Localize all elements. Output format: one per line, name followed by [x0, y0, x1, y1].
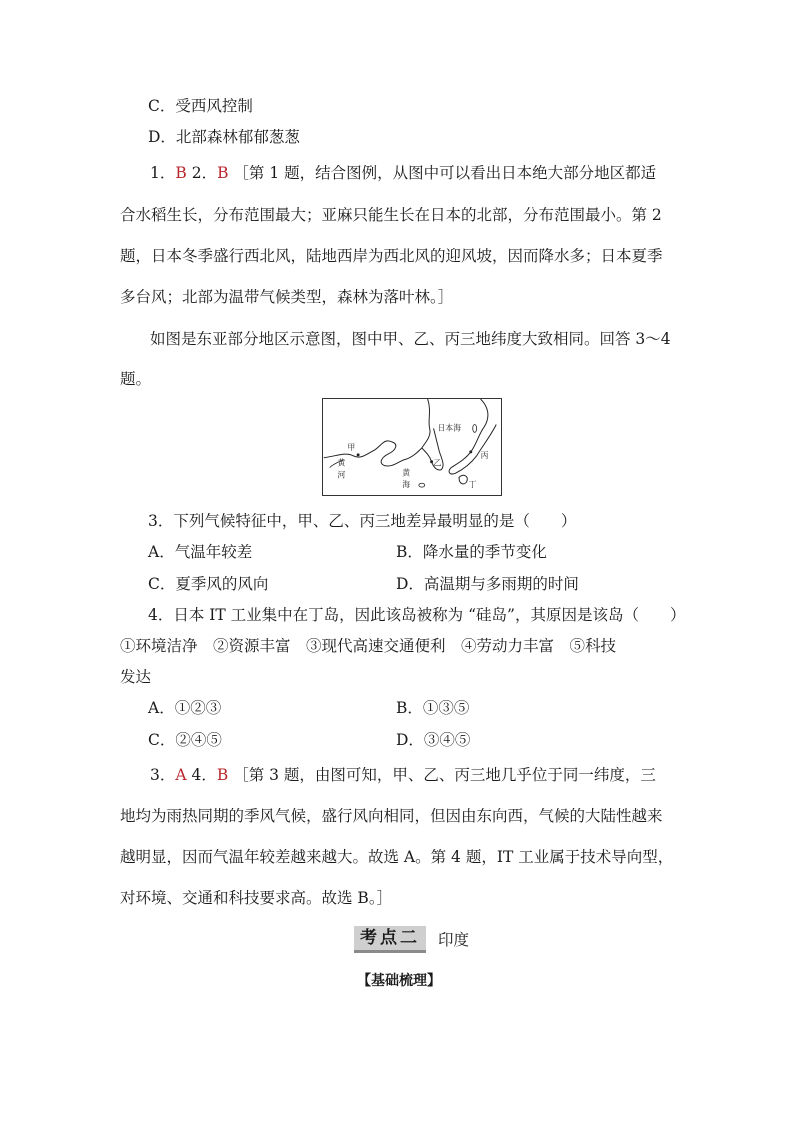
question-3-option-c: C．夏季风的风向	[148, 575, 269, 593]
question-4-items: ①环境洁净 ②资源丰富 ③现代高速交通便利 ④劳动力丰富 ⑤科技	[120, 637, 617, 655]
section-badge: 考点二	[354, 926, 426, 953]
label-huang-hai-1: 黄	[402, 468, 411, 478]
subhead-basics: 【基础梳理】	[357, 973, 441, 989]
intro-line-2: 题。	[120, 370, 152, 388]
question-4-option-a: A．①②③	[148, 699, 222, 717]
label-sea-of-japan: 日本海	[437, 423, 461, 433]
label-huang-hai-2: 海	[402, 480, 411, 490]
question-4-stem: 4．日本 IT 工业集中在丁岛，因此该岛被称为 “硅岛”，其原因是该岛（ ）	[148, 606, 686, 624]
section-heading	[354, 926, 469, 952]
option-d: D．北部森林郁郁葱葱	[148, 128, 300, 146]
label-yi: 乙	[433, 458, 442, 468]
intro-line-1: 如图是东亚部分地区示意图，图中甲、乙、丙三地纬度大致相同。回答 3～4	[150, 330, 671, 348]
question-4-option-d: D．③④⑤	[396, 731, 471, 749]
label-jia: 甲	[347, 442, 356, 452]
question-3-option-b: B．降水量的季节变化	[396, 543, 547, 561]
answer-1-2-line-3: 题，日本冬季盛行西北风，陆地西岸为西北风的迎风坡，因而降水多；日本夏季	[120, 247, 663, 265]
answer-3-4-line-2: 地均为雨热同期的季风气候，盛行风向相同，但因由东向西，气候的大陆性越来	[120, 807, 663, 825]
answer-3-4-line-4: 对环境、交通和科技要求高。故选 B。］	[120, 889, 393, 907]
answer-3-4-line-3: 越明显，因而气温年较差越来越大。故选 A。第 4 题，IT 工业属于技术导向型，	[120, 848, 674, 866]
label-huang-he-1: 黄	[337, 458, 346, 468]
option-c: C．受西风控制	[148, 97, 253, 115]
answer-2-key: B	[217, 164, 229, 182]
answer-1-2-line-1: 1．B 2．B ［第 1 题，结合图例，从图中可以看出日本绝大部分地区都适	[150, 164, 657, 182]
map-figure	[323, 399, 501, 495]
section-name: 印度	[438, 931, 470, 949]
question-4-option-c: C．②④⑤	[148, 731, 222, 749]
question-3-option-a: A．气温年较差	[148, 543, 253, 561]
question-3-stem: 3．下列气候特征中，甲、乙、丙三地差异最明显的是（ ）	[148, 512, 577, 530]
answer-1-2-line-2: 合水稻生长，分布范围最大；亚麻只能生长在日本的北部，分布范围最小。第 2	[120, 206, 662, 224]
question-3-option-d: D．高温期与多雨期的时间	[396, 575, 579, 593]
answer-4-key: B	[216, 766, 229, 784]
question-4-option-b: B．①③⑤	[396, 699, 470, 717]
answer-1-2-line-4: 多台风；北部为温带气候类型，森林为落叶林。］	[120, 288, 454, 306]
label-ding: 丁	[468, 480, 477, 490]
answer-1-key: B	[175, 164, 187, 182]
label-huang-he-2: 河	[337, 470, 346, 480]
answer-3-4-line-1: 3．A 4．B ［第 3 题，由图可知，甲、乙、丙三地几乎位于同一纬度，三	[150, 766, 656, 784]
label-bing: 丙	[480, 450, 489, 460]
question-4-items-cont: 发达	[120, 668, 152, 686]
east-asia-map	[322, 398, 502, 496]
answer-3-key: A	[175, 766, 187, 784]
